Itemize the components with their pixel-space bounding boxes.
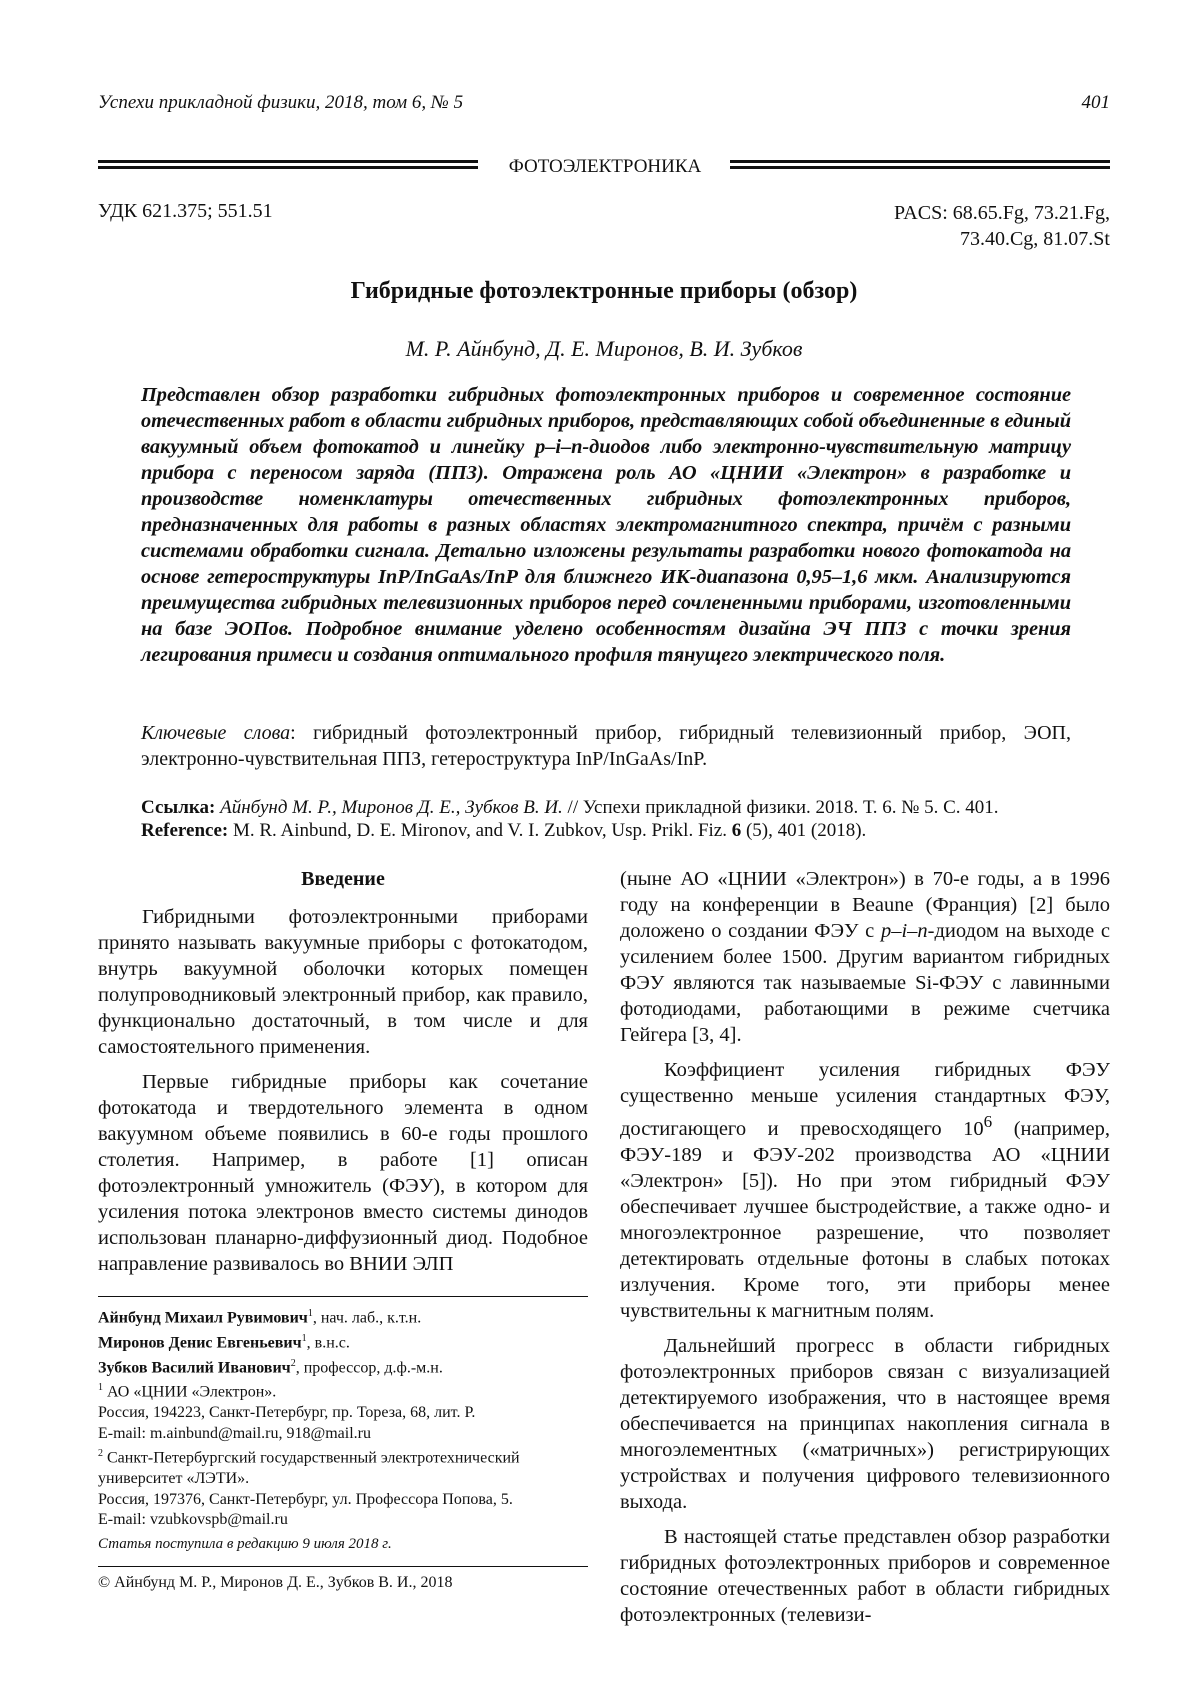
section-rule-left	[98, 160, 478, 170]
footnote-author-3	[98, 1354, 593, 1379]
right-p1-text-a: (ныне АО «ЦНИИ «Электрон») в 70-е годы, а в 1996 году на конференции в Beaune (Франция) [2] было доложено о создании ФЭУ с	[620, 868, 1110, 942]
right-column	[620, 866, 1110, 1628]
affiliation-2-name: Санкт-Петербургский государственный электротехнический университет «ЛЭТИ».	[98, 1450, 520, 1488]
affiliation-1-email: E-mail: m.ainbund@mail.ru, 918@mail.ru	[98, 1424, 593, 1445]
author-1-name: Айнбунд Михаил Рувимович	[98, 1309, 308, 1326]
keywords-label: Ключевые слова	[141, 722, 290, 744]
running-head	[98, 92, 1110, 118]
right-paragraph-2	[620, 1057, 1110, 1324]
right-p2-text-a: Коэффициент усиления гибридных ФЭУ существенно меньше усиления стандартных ФЭУ, достигающего и превосходящего 10	[620, 1059, 1110, 1140]
affiliation-1-name: АО «ЦНИИ «Электрон».	[103, 1384, 276, 1401]
citation-en-volume: 6	[732, 820, 742, 841]
footnote-rule	[98, 1296, 588, 1297]
footnote-author-2	[98, 1329, 593, 1354]
citation-en	[141, 819, 1081, 842]
author-1-sup: 1	[308, 1308, 313, 1319]
affiliation-2-address: Россия, 197376, Санкт-Петербург, ул. Профессора Попова, 5.	[98, 1490, 593, 1511]
right-p1-pin: p–i–n	[881, 920, 928, 942]
affiliation-2	[98, 1444, 593, 1489]
section-rule-right	[730, 160, 1110, 170]
paper-title: Гибридные фотоэлектронные приборы (обзор)	[98, 278, 1110, 305]
author-3-name: Зубков Василий Иванович	[98, 1359, 291, 1376]
pacs-line-2: 73.40.Cg, 81.07.St	[730, 226, 1110, 252]
citation-en-authors: M. R. Ainbund, D. E. Mironov, and V. I. Zubkov, Usp. Prikl. Fiz.	[228, 820, 732, 841]
citation-block	[141, 796, 1081, 842]
udk-code: УДК 621.375; 551.51	[98, 200, 273, 223]
affiliation-2-email: E-mail: vzubkovspb@mail.ru	[98, 1510, 593, 1531]
intro-paragraph-1: Гибридными фотоэлектронными приборами принято называть вакуумные приборы с фотокатодом, внутрь вакуумной оболочки которых помещен полупроводниковый электронный прибор, как правило, функционально достаточный, в том числе и для самостоятельного применения.	[98, 904, 588, 1060]
citation-ru-label: Ссылка:	[141, 797, 215, 818]
affiliation-1	[98, 1378, 593, 1403]
copyright: © Айнбунд М. Р., Миронов Д. Е., Зубков В. И., 2018	[98, 1574, 588, 1592]
left-column	[98, 866, 588, 1277]
intro-paragraph-2: Первые гибридные приборы как сочетание фотокатода и твердотельного элемента в одном вакуумном объеме появились в 60-е годы прошлого столетия. Например, в работе [1] описан фотоэлектронный умножитель (ФЭУ), в котором для усиления потока электронов вместо системы динодов использован планарно-диффузионный диод. Подобное направление развивалось во ВНИИ ЭЛП	[98, 1069, 588, 1277]
right-p2-text-b: (например, ФЭУ-189 и ФЭУ-202 производства АО «ЦНИИ «Электрон» [5]). Но при этом гибридный ФЭУ обеспечивает лучшее быстродействие, а также одно- и многоэлектронное разрешение, что позволяет детектировать отдельные фотоны в слабых потоках излучения. Кроме того, эти приборы менее чувствительны к магнитным полям.	[620, 1118, 1110, 1322]
citation-en-label: Reference:	[141, 820, 228, 841]
citation-ru	[141, 796, 1081, 819]
author-2-name: Миронов Денис Евгеньевич	[98, 1334, 302, 1351]
keywords	[141, 720, 1071, 772]
affiliation-1-sup: 1	[98, 1382, 103, 1393]
author-2-sup: 1	[302, 1333, 307, 1344]
right-p1-text-b: -диодом на выходе с усилением более 1500. Другим вариантом гибридных ФЭУ являются так называемые Si-ФЭУ с лавинными фотодиодами, работающими в режиме счетчика Гейгера [3, 4].	[620, 920, 1110, 1046]
affiliation-1-address: Россия, 194223, Санкт-Петербург, пр. Тореза, 68, лит. Р.	[98, 1403, 593, 1424]
section-title: ФОТОЭЛЕКТРОНИКА	[480, 156, 730, 178]
paper-authors: М. Р. Айнбунд, Д. Е. Миронов, В. И. Зубков	[98, 336, 1110, 362]
journal-name: Успехи прикладной физики, 2018, том 6, № 5	[98, 92, 463, 114]
author-3-info: , профессор, д.ф.-м.н.	[296, 1359, 443, 1376]
right-paragraph-4: В настоящей статье представлен обзор разработки гибридных фотоэлектронных приборов и современное состояние отечественных работ в области гибридных фотоэлектронных (телевизи-	[620, 1524, 1110, 1628]
right-paragraph-3: Дальнейший прогресс в области гибридных фотоэлектронных приборов связан с визуализацией детектируемого изображения, что в настоящее время обеспечивается на принципах накопления сигнала в многоэлементных («матричных») регистрирующих устройствах и получения цифрового телевизионного выхода.	[620, 1333, 1110, 1515]
right-p2-sup: 6	[984, 1112, 993, 1131]
intro-heading: Введение	[98, 866, 588, 892]
citation-ru-source: // Успехи прикладной физики. 2018. Т. 6. № 5. С. 401.	[563, 797, 999, 818]
right-paragraph-1	[620, 866, 1110, 1048]
pacs-line-1: PACS: 68.65.Fg, 73.21.Fg,	[730, 200, 1110, 226]
citation-en-rest: (5), 401 (2018).	[741, 820, 866, 841]
citation-ru-authors: Айнбунд М. Р., Миронов Д. Е., Зубков В. И.	[220, 797, 563, 818]
footnote-author-1	[98, 1304, 593, 1329]
keywords-text: : гибридный фотоэлектронный прибор, гибридный телевизионный прибор, ЭОП, электронно-чувствительная ППЗ, гетероструктура InP/InGaAs/InP.	[141, 722, 1071, 770]
author-3-sup: 2	[291, 1358, 296, 1369]
affiliation-2-sup: 2	[98, 1448, 103, 1459]
author-2-info: , в.н.с.	[307, 1334, 350, 1351]
footnotes	[98, 1304, 593, 1531]
pacs-codes	[730, 200, 1110, 252]
received-date: Статья поступила в редакцию 9 июля 2018 г.	[98, 1536, 588, 1553]
page-number: 401	[1082, 92, 1111, 114]
copyright-rule	[98, 1566, 588, 1567]
author-1-info: , нач. лаб., к.т.н.	[313, 1309, 421, 1326]
abstract: Представлен обзор разработки гибридных фотоэлектронных приборов и современное состояние отечественных работ в области гибридных приборов, представляющих собой объединенные в единый вакуумный объем фотокатод и линейку p–i–n-диодов либо электронно-чувствительную матрицу прибора с переносом заряда (ППЗ). Отражена роль АО «ЦНИИ «Электрон» в разработке и производстве номенклатуры отечественных гибридных фотоэлектронных приборов, предназначенных для работы в разных областях электромагнитного спектра, причём с разными системами обработки сигнала. Детально изложены результаты разработки нового фотокатода на основе гетероструктуры InP/InGaAs/InP для ближнего ИК-диапазона 0,95–1,6 мкм. Анализируются преимущества гибридных телевизионных приборов перед сочлененными приборами, изготовленными на базе ЭОПов. Подробное внимание уделено особенностям дизайна ЭЧ ППЗ с точки зрения легирования примеси и создания оптимального профиля тянущего электрического поля.	[141, 382, 1071, 668]
